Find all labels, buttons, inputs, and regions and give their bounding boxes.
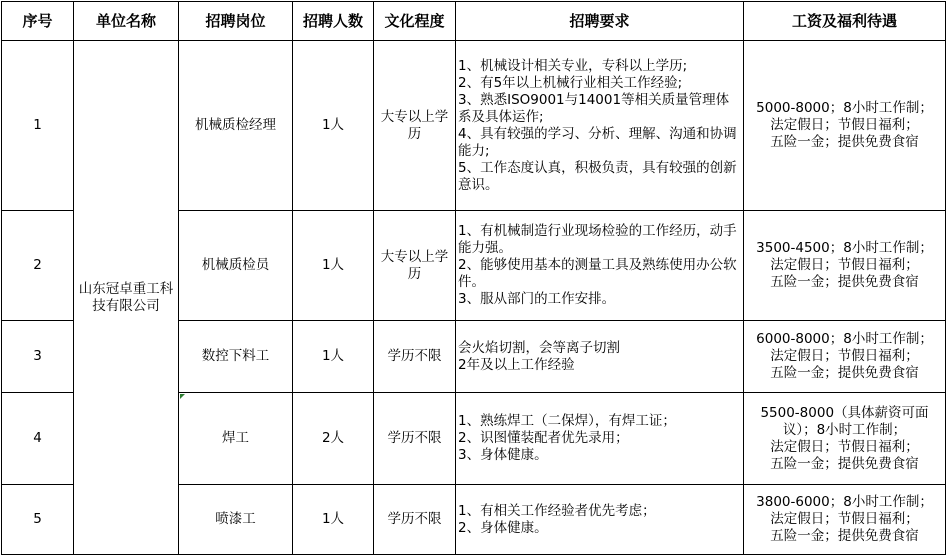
row-education: 学历不限	[374, 485, 456, 555]
row-requirements	[456, 211, 744, 321]
table-row	[2, 41, 946, 211]
row-benefits	[744, 41, 946, 211]
header-index: 序号	[2, 2, 74, 41]
header-benefits: 工资及福利待遇	[744, 2, 946, 41]
row-position: 数控下料工	[179, 321, 293, 393]
header-position: 招聘岗位	[179, 2, 293, 41]
row-index: 4	[2, 393, 74, 485]
requirement-line: 1、有相关工作经验者优先考虑；	[458, 502, 656, 519]
benefit-line: 3500-4500；8小时工作制；	[756, 240, 933, 256]
row-benefits	[744, 211, 946, 321]
row-education: 学历不限	[374, 393, 456, 485]
requirement-line: 2、识图懂装配者优先录用；	[458, 430, 629, 446]
benefit-line: 法定假日；节假日福利；	[770, 117, 919, 133]
requirement-line: 3、熟悉ISO9001与14001等相关质量管理体系及具体运作;	[458, 91, 730, 125]
benefit-line: 五险一金；提供免费食宿	[770, 455, 919, 472]
row-index: 3	[2, 321, 74, 393]
row-count: 1人	[293, 321, 374, 393]
header-row	[2, 2, 946, 41]
row-requirements	[456, 321, 744, 393]
benefit-line: 法定假日；节假日福利；	[770, 348, 919, 364]
row-benefits	[744, 393, 946, 485]
benefit-line: 法定假日；节假日福利；	[770, 438, 919, 455]
row-count: 1人	[293, 485, 374, 555]
requirement-line: 4、具有较强的学习、分析、理解、沟通和协调能力;	[458, 125, 737, 159]
requirement-line: 3、服从部门的工作安排。	[458, 291, 616, 307]
row-education: 大专以上学历	[374, 211, 456, 321]
row-requirements	[456, 41, 744, 211]
row-position: 机械质检经理	[179, 41, 293, 211]
header-count: 招聘人数	[293, 2, 374, 41]
benefit-line: 3800-6000；8小时工作制；	[756, 494, 933, 510]
requirement-line: 2年及以上工作经验	[458, 356, 575, 373]
benefit-line: 五险一金；提供免费食宿	[770, 528, 919, 544]
benefit-line: 五险一金；提供免费食宿	[770, 365, 919, 381]
requirement-line: 1、机械设计相关专业，专科以上学历;	[458, 57, 688, 74]
requirement-line: 3、身体健康。	[458, 447, 548, 463]
row-count: 2人	[293, 393, 374, 485]
row-benefits	[744, 321, 946, 393]
benefit-line: 五险一金；提供免费食宿	[770, 134, 919, 150]
benefit-line: 5000-8000；8小时工作制；	[756, 100, 933, 116]
benefit-line: 五险一金；提供免费食宿	[770, 274, 919, 290]
requirement-line: 1、熟练焊工（二保焊），有焊工证；	[458, 413, 676, 429]
row-position: 喷漆工	[179, 485, 293, 555]
requirement-line: 2、有5年以上机械行业相关工作经验;	[458, 74, 683, 91]
header-requirements: 招聘要求	[456, 2, 744, 41]
row-index: 1	[2, 41, 74, 211]
row-index: 5	[2, 485, 74, 555]
row-requirements	[456, 485, 744, 555]
recruitment-table	[1, 1, 946, 555]
company-name: 山东冠卓重工科技有限公司	[74, 41, 179, 555]
benefit-line: 5500-8000（具体薪资可面议）；8小时工作制；	[760, 404, 929, 438]
requirement-line: 2、能够使用基本的测量工具及熟练使用办公软件。	[458, 257, 737, 290]
requirement-line: 2、身体健康。	[458, 519, 548, 536]
row-requirements	[456, 393, 744, 485]
requirement-line: 1、有机械制造行业现场检验的工作经历，动手能力强。	[458, 223, 737, 256]
row-count: 1人	[293, 211, 374, 321]
row-position: 机械质检员	[179, 211, 293, 321]
benefit-line: 法定假日；节假日福利；	[770, 257, 919, 273]
requirement-line: 5、工作态度认真，积极负责，具有较强的创新意识。	[458, 159, 737, 193]
row-benefits	[744, 485, 946, 555]
row-count: 1人	[293, 41, 374, 211]
row-education: 大专以上学历	[374, 41, 456, 211]
requirement-line: 会火焰切割，会等离子切割	[458, 339, 620, 356]
row-index: 2	[2, 211, 74, 321]
benefit-line: 6000-8000；8小时工作制；	[756, 331, 933, 347]
benefit-line: 法定假日；节假日福利；	[770, 511, 919, 527]
row-education: 学历不限	[374, 321, 456, 393]
header-company: 单位名称	[74, 2, 179, 41]
row-position: 焊工	[179, 393, 293, 485]
header-education: 文化程度	[374, 2, 456, 41]
